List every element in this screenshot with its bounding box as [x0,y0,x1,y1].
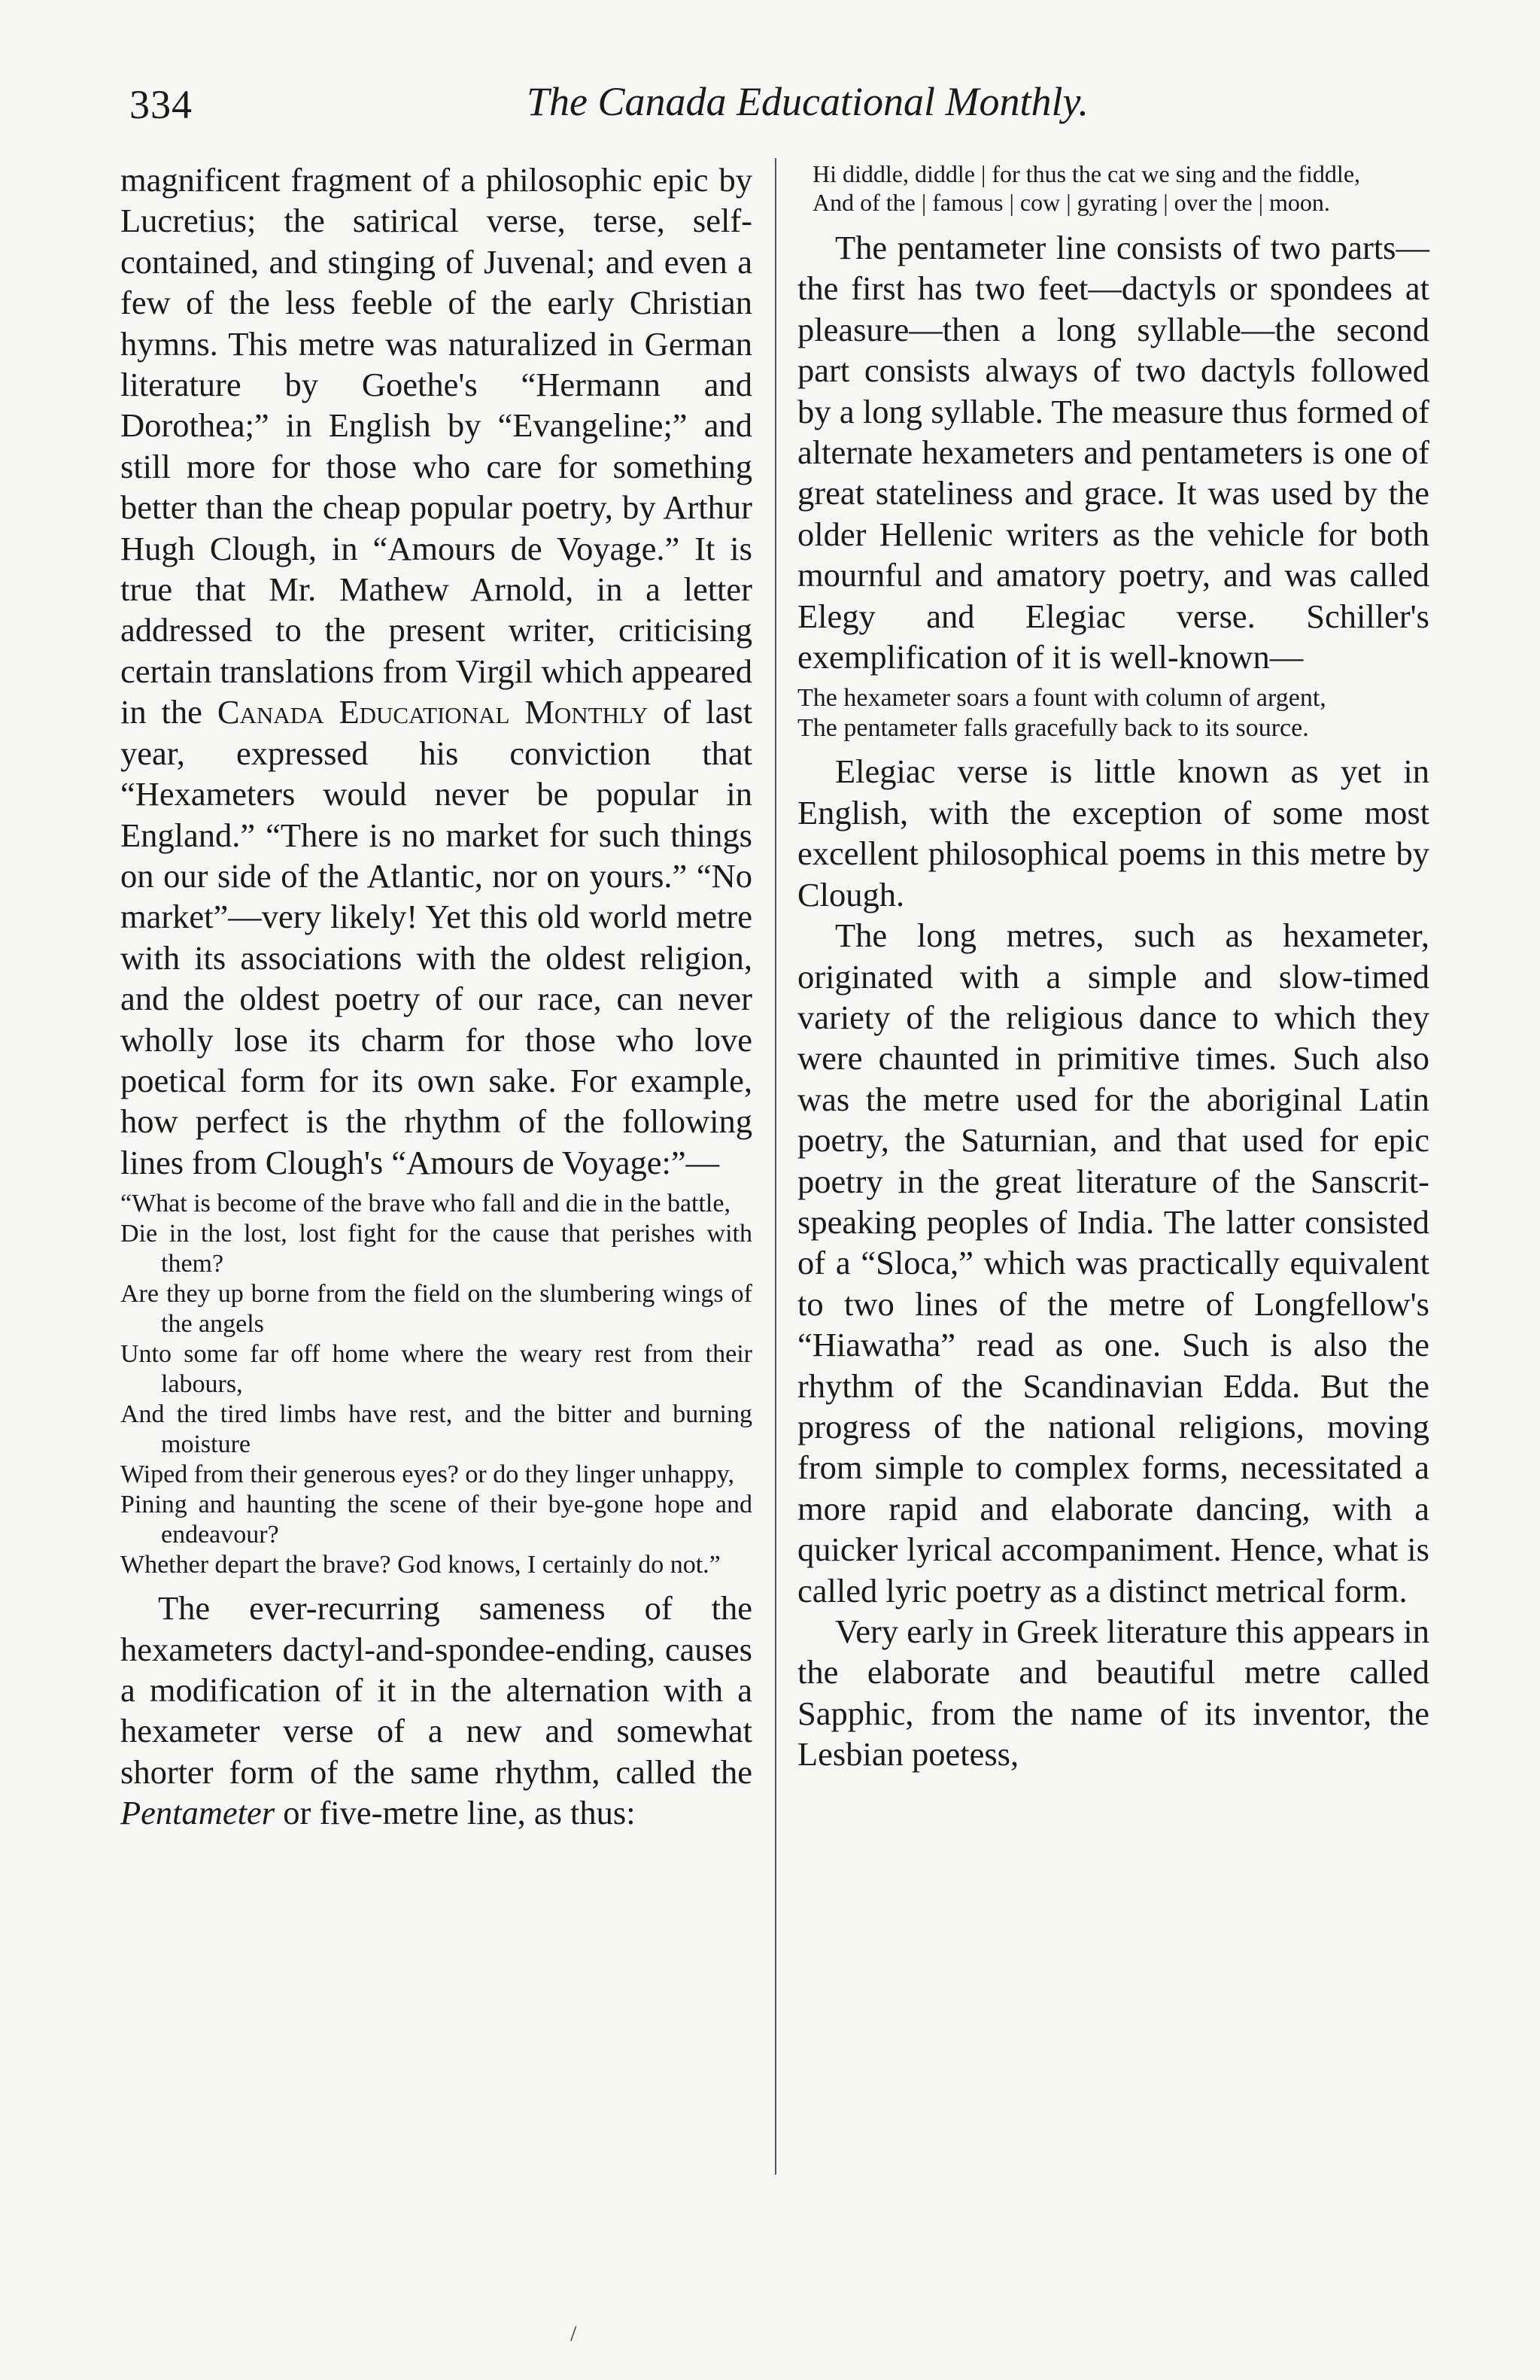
verse-line: The hexameter soars a fount with column of argent, [797,684,1326,713]
right-column [797,160,1429,1775]
column-divider [775,158,776,2175]
verse-line: And the tired limbs have rest, and the bitter and burning moisture [120,1400,752,1459]
scansion-line: And of the | famous | cow | gyrating | over the | moon. [813,189,1330,216]
scansion-line: Hi diddle, diddle | for thus the cat we sing and the fiddle, [813,160,1361,187]
journal-name: Canada Educational Monthly [217,693,649,731]
verse-line: Whether depart the brave? God knows, I certainly do not.” [120,1551,721,1579]
verse-line: Die in the lost, lost fight for the cause that perishes with them? [120,1220,752,1278]
verse-line: The pentameter falls gracefully back to its source. [797,714,1309,743]
scansion-example [797,160,1429,217]
running-title: The Canada Educational Monthly. [527,79,1089,124]
paragraph [120,160,752,1183]
term-pentameter: Pentameter [120,1794,275,1832]
paragraph-text: magnificent fragment of a philosophic epic by Lucretius; the satirical verse, terse, self-contained, and stinging of Juvenal; and even a few of the less feeble of the early Christian hymns. This metre was naturalized in German literature by Goethe's “Hermann and Dorothea;” in English by “Evangeline;” and still more for those who care for something better than the cheap popular poetry, by Arthur Hugh Clough, in “Amours de Voyage.” It is true that Mr. Mathew Arnold, in a letter addressed to the present writer, criticising certain translations from Virgil which appeared in the [120,161,752,731]
verse-quotation [120,1189,752,1580]
paragraph-text: The ever-recurring sameness of the hexameters dactyl-and-spondee-ending, causes a modification of it in the alternation with a hexameter verse of a new and somewhat shorter form of the same rhythm, called the [120,1589,752,1791]
paragraph: The long metres, such as hexameter, originated with a simple and slow-timed variety of the religious dance to which they were chaunted in primitive times. Such also was the metre used for the aboriginal Latin poetry, the Saturnian, and that used for epic poetry in the great literature of the Sanscrit-speaking peoples of India. The latter consisted of a “Sloca,” which was practically equivalent to two lines of the metre of Longfellow's “Hiawatha” read as one. Such is also the rhythm of the Scandinavian Edda. But the progress of the national religions, moving from simple to complex forms, necessitated a more rapid and elaborate dancing, with a quicker lyrical accompaniment. Hence, what is called lyric poetry as a distinct metrical form. [797,916,1429,1609]
verse-line: Wiped from their generous eyes? or do they linger unhappy, [120,1461,734,1489]
paragraph [120,1588,752,1833]
page-header [120,75,1444,135]
verse-quotation [797,683,1429,743]
verse-line: Are they up borne from the field on the slumbering wings of the angels [120,1280,752,1339]
verse-line: Unto some far off home where the weary rest from their labours, [120,1340,752,1399]
left-column [120,160,752,1834]
paragraph-text: or five-metre line, as thus: [275,1794,636,1832]
paragraph: The pentameter line consists of two parts—the first has two feet—dactyls or spondees at pleasure—then a long syllable—the second part consists always of two dactyls followed by a long syllable. The measure thus formed of alternate hexameters and pentameters is one of great stateliness and grace. It was used by the older Hellenic writers as the vehicle for both mournful and amatory poetry, and was called Elegy and Elegiac verse. Schiller's exemplification of it is well-known— [797,229,1429,676]
verse-line: “What is become of the brave who fall and die in the battle, [120,1190,731,1218]
paragraph: Elegiac verse is little known as yet in English, with the exception of some most excellent philosophical poems in this metre by Clough. [797,752,1429,913]
paragraph-text: of last year, expressed his conviction that “Hexameters would never be popular in England.” “There is no market for such things on our side of the Atlantic, nor on yours.” “No market”—very likely! Yet this old world metre with its associations with the oldest religion, and the oldest poetry of our race, can never wholly lose its charm for those who love poetical form for its own sake. For example, how perfect is the rhythm of the following lines from Clough's “Amours de Voyage:”— [120,693,752,1181]
paragraph: Very early in Greek literature this appears in the elaborate and beautiful metre called Sapphic, from the name of its inventor, the Lesbian poetess, [797,1613,1429,1774]
footer-mark: / [570,2321,577,2346]
page-number: 334 [129,82,193,127]
verse-line: Pining and haunting the scene of their bye-gone hope and endeavour? [120,1491,752,1549]
